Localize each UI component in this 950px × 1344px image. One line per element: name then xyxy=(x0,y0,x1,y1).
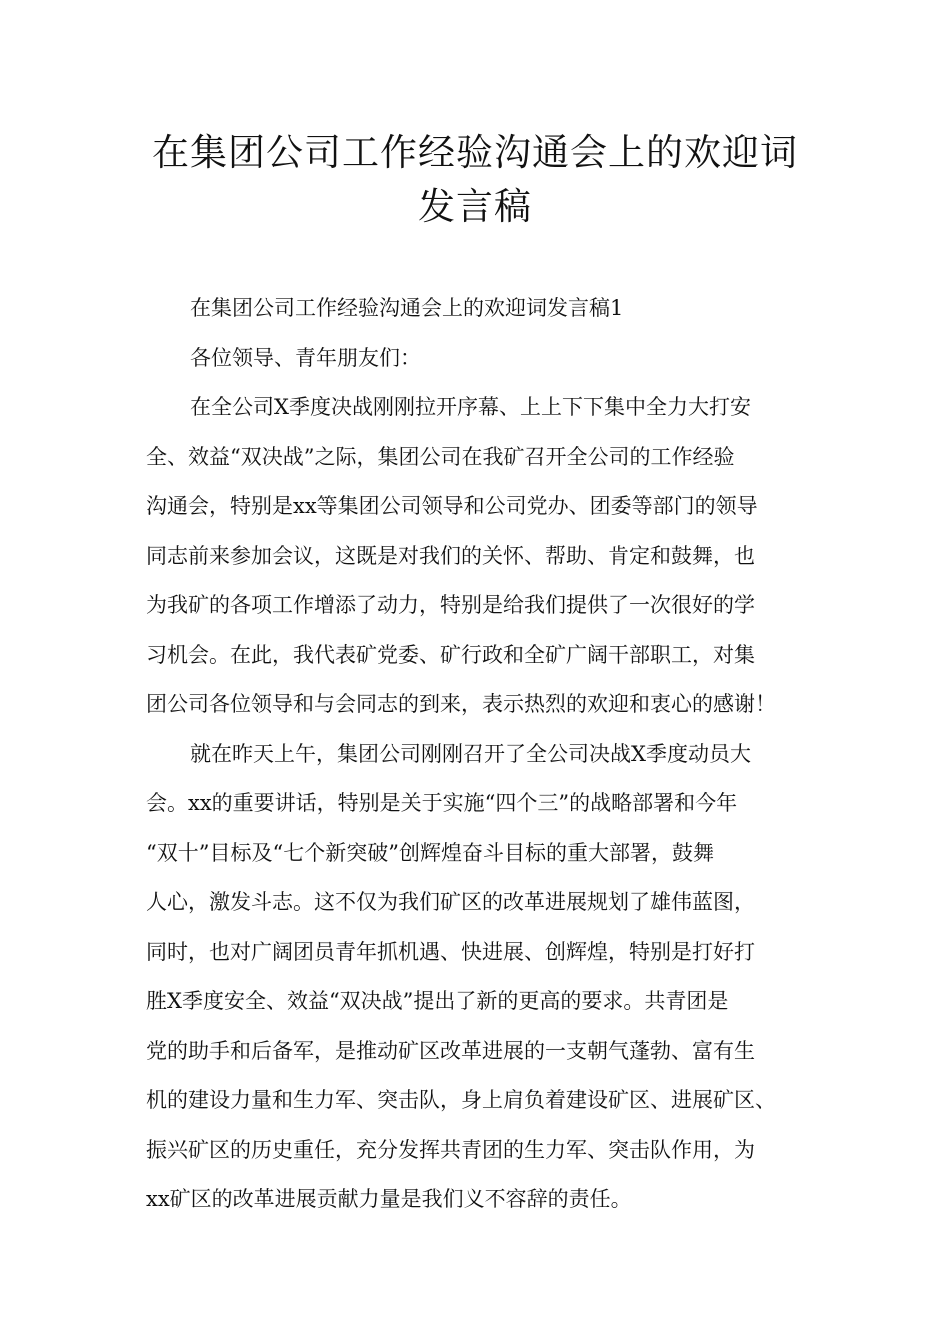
paragraph-1 xyxy=(146,383,834,730)
paragraph-1-line: 习机会。在此，我代表矿党委、矿行政和全矿广阔干部职工，对集 xyxy=(146,642,755,667)
paragraph-2-line: 胜X季度安全、效益“双决战”提出了新的更高的要求。共青团是 xyxy=(146,989,729,1013)
paragraph-2-line: 人心，激发斗志。这不仅为我们矿区的改革进展规划了雄伟蓝图， xyxy=(146,890,755,914)
paragraph-1-line: 沟通会，特别是xx等集团公司领导和公司党办、团委等部门的领导 xyxy=(146,494,758,518)
paragraph-2-line: 振兴矿区的历史重任，充分发挥共青团的生力军、突击队作用，为 xyxy=(146,1137,755,1162)
title-line-2: 发言稿 xyxy=(418,185,532,228)
title-line-1: 在集团公司工作经验沟通会上的欢迎词 xyxy=(152,131,798,174)
paragraph-1-line: 同志前来参加会议，这既是对我们的关怀、帮助、肯定和鼓舞，也 xyxy=(146,543,755,568)
paragraph-2-line: xx矿区的改革进展贡献力量是我们义不容辞的责任。 xyxy=(146,1187,632,1211)
paragraph-2-line: 就在昨天上午，集团公司刚刚召开了全公司决战X季度动员大 xyxy=(190,741,751,766)
paragraph-1-line: 团公司各位领导和与会同志的到来，表示热烈的欢迎和衷心的感谢！ xyxy=(146,692,776,716)
paragraph-2-line: 机的建设力量和生力军、突击队，身上肩负着建设矿区、进展矿区、 xyxy=(146,1088,776,1112)
paragraph-2-line: “双十”目标及“七个新突破”创辉煌奋斗目标的重大部署，鼓舞 xyxy=(146,840,714,865)
paragraph-1-line: 全、效益“双决战”之际，集团公司在我矿召开全公司的工作经验 xyxy=(146,444,735,469)
greeting-line: 各位领导、青年朋友们： xyxy=(190,345,421,370)
paragraph-1-line: 在全公司X季度决战刚刚拉开序幕、上上下下集中全力大打安 xyxy=(190,395,751,419)
paragraph-2 xyxy=(146,730,834,1225)
paragraph-1-line: 为我矿的各项工作增添了动力，特别是给我们提供了一次很好的学 xyxy=(146,593,755,617)
document-body xyxy=(146,284,834,1225)
paragraph-2-line: 同时，也对广阔团员青年抓机遇、快进展、创辉煌，特别是打好打 xyxy=(146,939,755,964)
document-title xyxy=(0,126,950,234)
paragraph-2-line: 党的助手和后备军，是推动矿区改革进展的一支朝气蓬勃、富有生 xyxy=(146,1038,755,1063)
document-subtitle: 在集团公司工作经验沟通会上的欢迎词发言稿1 xyxy=(190,296,624,320)
paragraph-2-line: 会。xx的重要讲话，特别是关于实施“四个三”的战略部署和今年 xyxy=(146,791,738,815)
